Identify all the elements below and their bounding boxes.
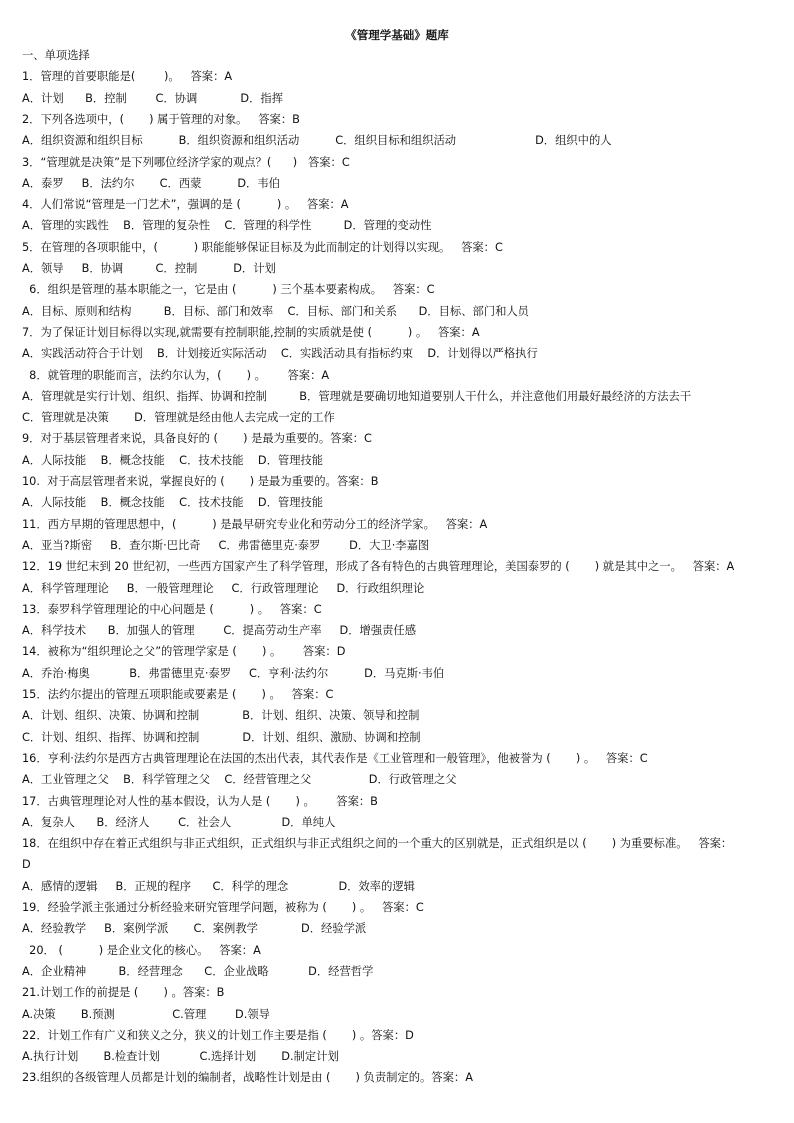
document-line: 13．泰罗科学管理理论的中心问题是 ( ) 。 答案：C [22, 602, 322, 616]
document-line: A．计划 B．控制 C．协调 D．指挥 [22, 91, 283, 105]
document-line: A．人际技能 B．概念技能 C．技术技能 D．管理技能 [22, 453, 324, 467]
document-line: 18．在组织中存在着正式组织与非正式组织，正式组织与非正式组织之间的一个重大的区别就是，正式组织是以 ( ) 为重要标准。 答案： [22, 837, 733, 851]
document-line: 10. 对于高层管理者来说，掌握良好的 ( ) 是最为重要的。答案：B [22, 475, 379, 488]
document-line: 14．被称为“组织理论之父”的管理学家是 ( ) 。 答案：D [22, 645, 346, 659]
document-line: 23.组织的各级管理人员都是计划的编制者，战略性计划是由 ( ) 负责制定的。答案：A [22, 1071, 473, 1085]
document-line: 15．法约尔提出的管理五项职能或要素是 ( ) 。 答案：C [22, 688, 334, 701]
document-line: A．实践活动符合于计划 B．计划接近实际活动 C．实践活动具有指标约束 D．计划得以严格执行 [22, 347, 538, 361]
document-line: A．经验教学 B．案例学派 C．案例教学 D．经验学派 [22, 922, 367, 936]
document-line: A．亚当?斯密 B．查尔斯·巴比奇 C．弗雷德里克·泰罗 D．大卫·李嘉图 [22, 538, 430, 552]
document-line: A.执行计划 B.检查计划 C.选择计划 D.制定计划 [22, 1050, 339, 1064]
document-line: A．泰罗 B．法约尔 C．西蒙 D．韦伯 [22, 176, 280, 190]
document-line: A．管理就是实行计划、组织、指挥、协调和控制 B．管理就是要确切地知道要别人干什么，并注意他们用最好最经济的方法去干 [22, 389, 692, 403]
document-line: 9．对于基层管理者来说，具备良好的 ( ) 是最为重要的。答案：C [22, 432, 372, 446]
document-line: 21.计划工作的前提是 ( ) 。答案：B [22, 986, 225, 1000]
document-line: 20． ( ) 是企业文化的核心。 答案：A [22, 943, 261, 957]
document-line: A．乔治·梅奥 B．弗雷德里克·泰罗 C．亨利·法约尔 D．马克斯·韦伯 [22, 666, 445, 680]
document-line: A．目标、原则和结构 B．目标、部门和效率 C．目标、部门和关系 D．目标、部门和人员 [22, 304, 529, 318]
document-line: 17．古典管理理论对人性的基本假设，认为人是 ( ) 。 答案：B [22, 794, 378, 808]
document-line: 3．“管理就是决策”是下列哪位经济学家的观点？( ) 答案：C [22, 155, 350, 169]
document-line: A．工业管理之父 B．科学管理之父 C．经营管理之父 D．行政管理之父 [22, 773, 457, 787]
document-line: A．组织资源和组织目标 B．组织资源和组织活动 C．组织目标和组织活动 D．组织中的人 [22, 134, 612, 148]
document-line: 6．组织是管理的基本职能之一，它是由 ( ) 三个基本要素构成。 答案：C [22, 283, 435, 297]
document-line: A．人际技能 B．概念技能 C．技术技能 D．管理技能 [22, 496, 324, 510]
document-line: 4．人们常说“管理是一门艺术”，强调的是 ( ) 。 答案：A [22, 198, 349, 212]
document-line: A．科学技术 B．加强人的管理 C．提高劳动生产率 D．增强责任感 [22, 624, 417, 638]
document-line: C．计划、组织、指挥、协调和控制 D．计划、组织、激励、协调和控制 [22, 730, 421, 744]
document-line: A．计划、组织、决策、协调和控制 B．计划、组织、决策、领导和控制 [22, 709, 420, 723]
document-line: 8．就管理的职能而言，法约尔认为，( ) 。 答案：A [22, 368, 330, 382]
document-line: C．管理就是决策 D．管理就是经由他人去完成一定的工作 [22, 411, 335, 425]
document-line: 11．西方早期的管理思想中，( ) 是最早研究专业化和劳动分工的经济学家。 答案：A [22, 517, 488, 531]
document-line: 16．亨利·法约尔是西方古典管理理论在法国的杰出代表，其代表作是《工业管理和一般管理》，他被誉为 ( ) 。 答案：C [22, 751, 648, 765]
document-line: 7．为了保证计划目标得以实现,就需要有控制职能,控制的实质就是使 ( ) 。 答案：A [22, 325, 480, 339]
document-line: 2．下列各选项中，( ) 属于管理的对象。 答案：B [22, 112, 300, 126]
document-line: A．领导 B．协调 C．控制 D．计划 [22, 262, 276, 275]
document-line: 19．经验学派主张通过分析经验来研究管理学问题，被称为 ( ) 。 答案：C [22, 901, 424, 914]
document-line: A．感情的逻辑 B．正规的程序 C．科学的理念 D．效率的逻辑 [22, 879, 415, 893]
document-line: 22．计划工作有广义和狭义之分，狭义的计划工作主要是指 ( ) 。答案：D [22, 1028, 414, 1042]
document-line: 5．在管理的各项职能中，( ) 职能能够保证目标及为此而制定的计划得以实现。 答案：C [22, 240, 503, 254]
document-line: 12．19 世纪末到 20 世纪初，一些西方国家产生了科学管理，形成了各有特色的古典管理理论，美国泰罗的 ( ) 就是其中之一。 答案：A [22, 560, 735, 574]
document-line: A.决策 B.预测 C.管理 D.领导 [22, 1007, 270, 1021]
document-line: D [22, 858, 31, 872]
document-line: 一、单项选择 [22, 49, 90, 62]
document-line: A．管理的实践性 B．管理的复杂性 C．管理的科学性 D．管理的变动性 [22, 219, 432, 233]
document-line: A．科学管理理论 B．一般管理理论 C．行政管理理论 D．行政组织理论 [22, 581, 425, 595]
document-line: A．企业精神 B．经营理念 C．企业战略 D．经营哲学 [22, 964, 374, 978]
document-title: 《管理学基础》题库 [345, 28, 449, 42]
document-line: 1．管理的首要职能是( )。 答案：A [22, 70, 233, 84]
document-line: A．复杂人 B．经济人 C．社会人 D．单纯人 [22, 815, 336, 829]
